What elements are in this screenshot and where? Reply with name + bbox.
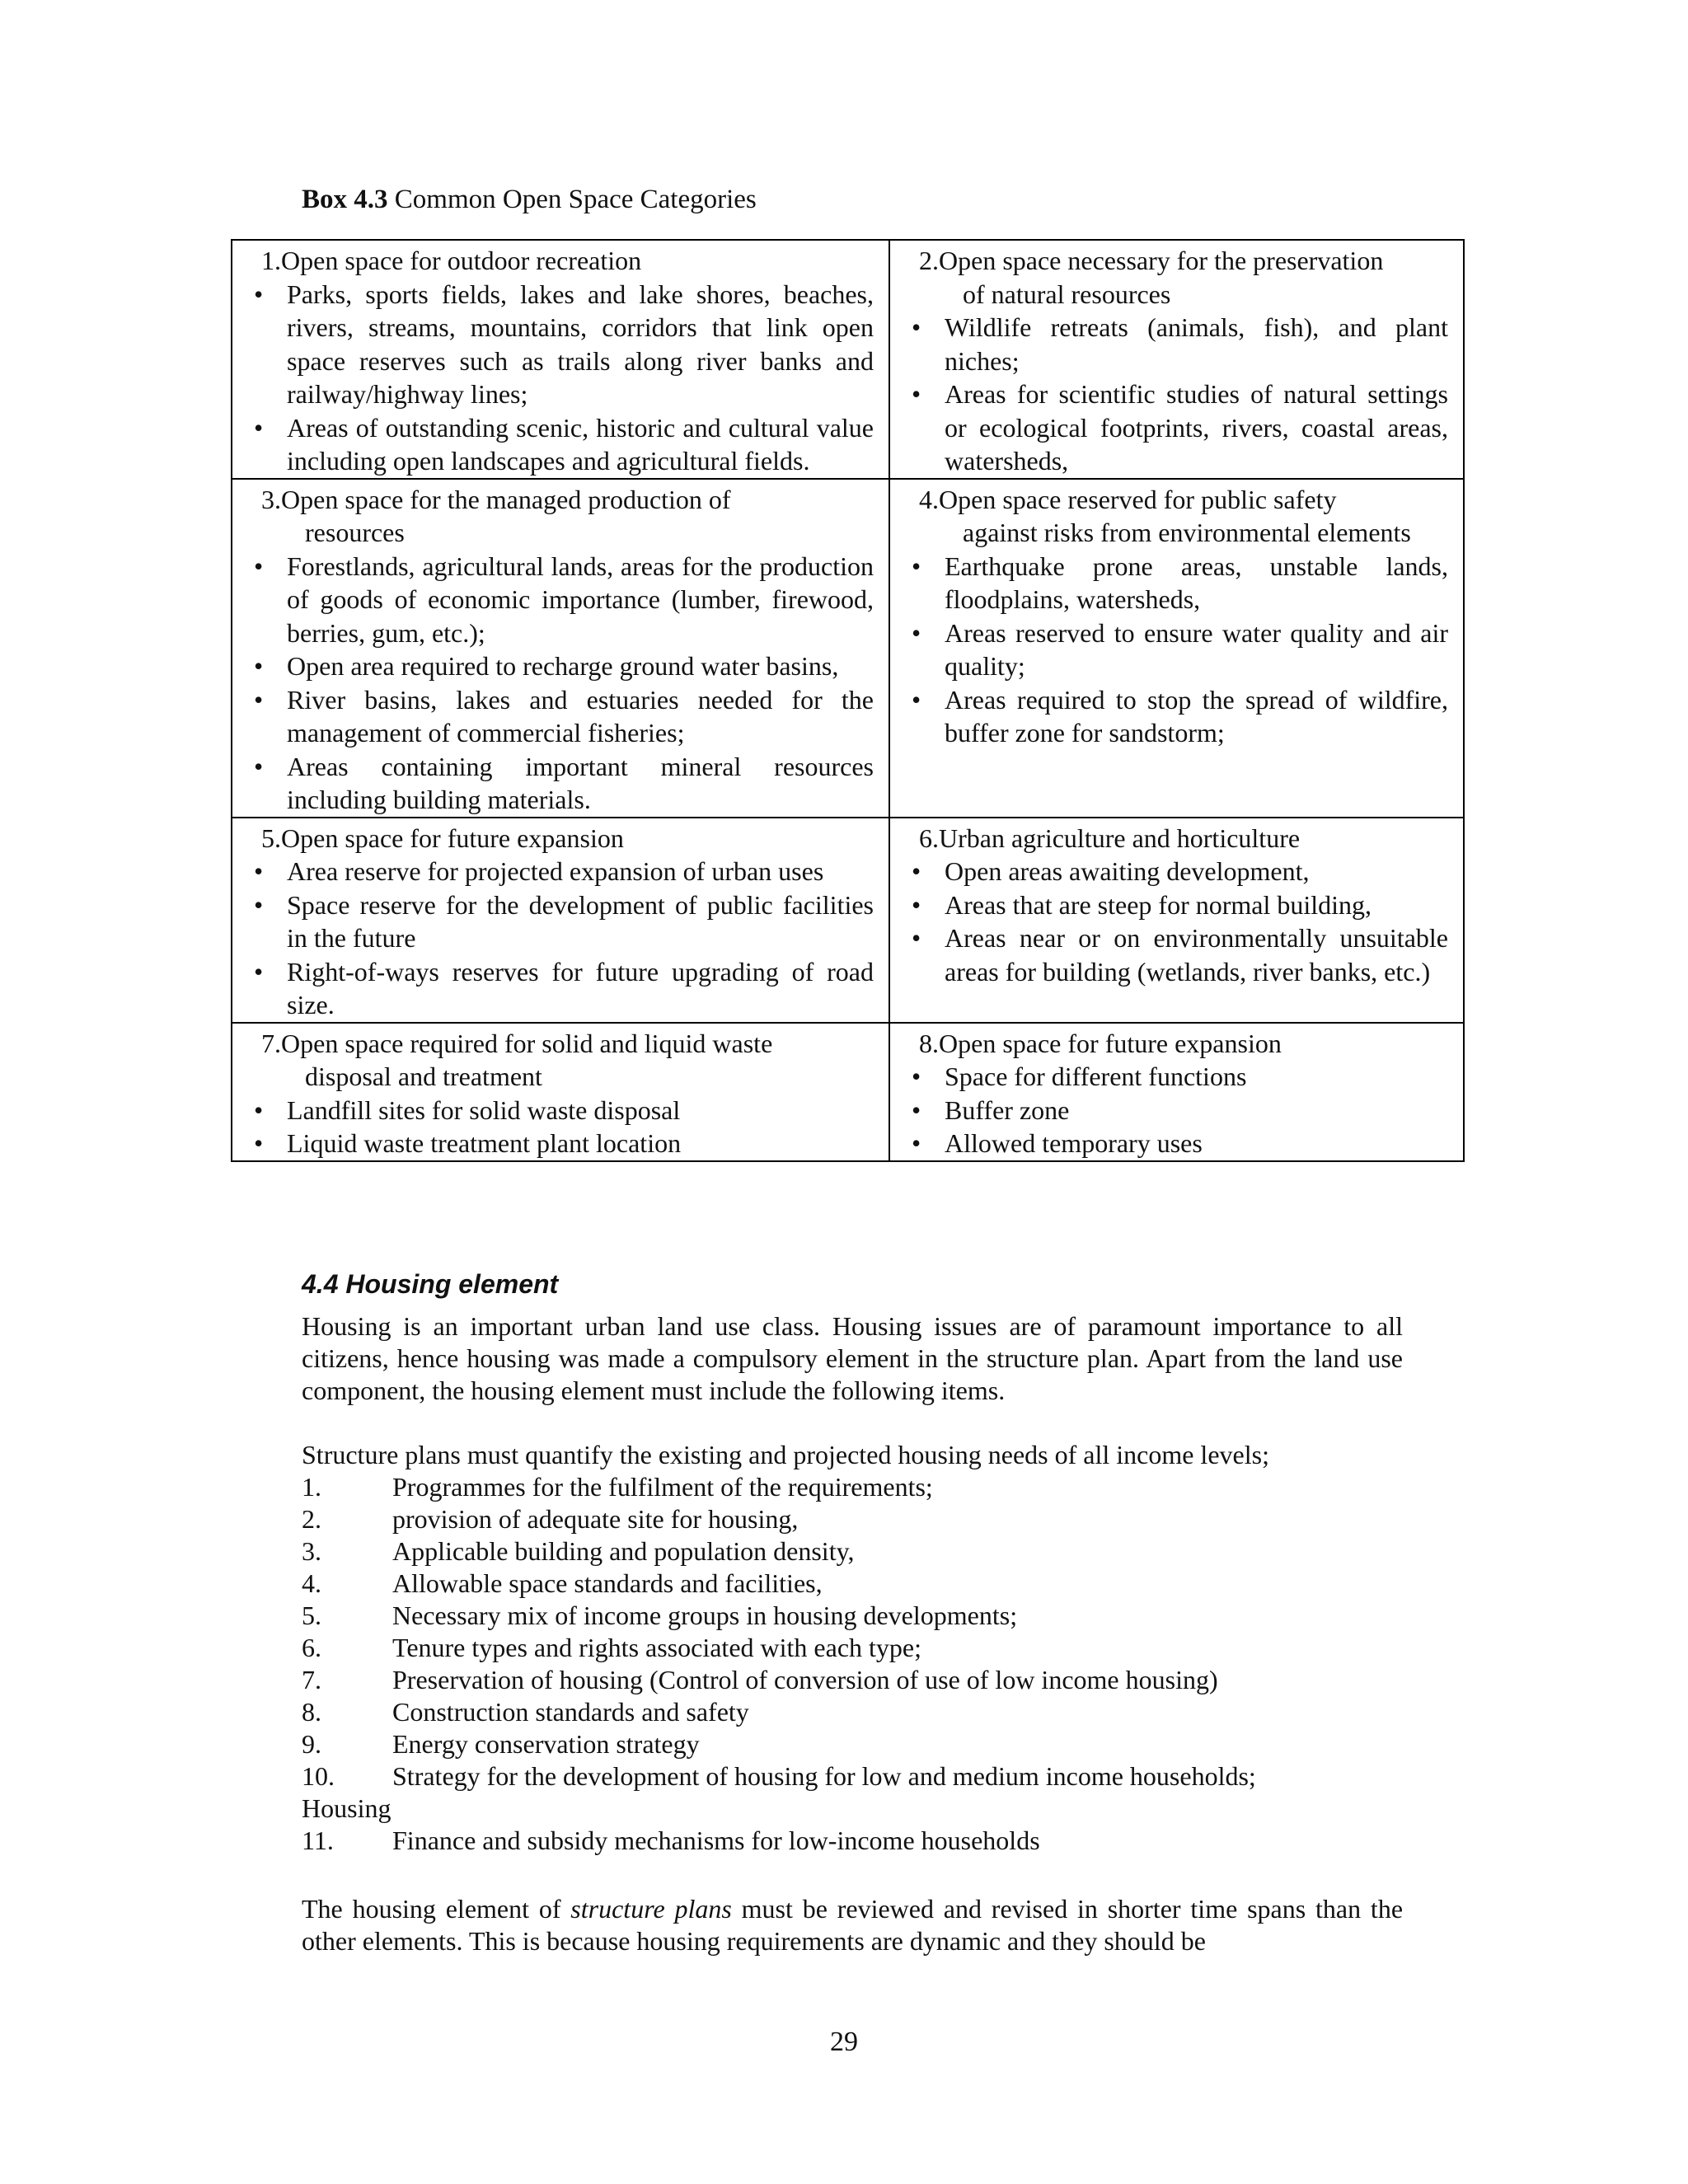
list-item-number: 10.: [302, 1761, 335, 1791]
category-number: 3.: [261, 484, 281, 514]
category-bullet-list: [905, 1060, 1448, 1160]
category-heading: [905, 483, 1448, 550]
category-title-continued: disposal and treatment: [305, 1062, 542, 1091]
list-item-text: Applicable building and population density,: [392, 1536, 855, 1566]
category-title: Open space for future expansion: [281, 823, 624, 853]
category-title: Open space necessary for the preservation: [939, 246, 1384, 275]
list-item: • River basins, lakes and estuaries needed for the management of commercial fisheries;: [247, 683, 874, 750]
list-item: • Forestlands, agricultural lands, areas for the production of goods of economic importance (lumber, firewood, berries, gum, etc.);: [247, 550, 874, 650]
list-item: • Areas required to stop the spread of wildfire, buffer zone for sandstorm;: [905, 683, 1448, 750]
list-item: • Areas of outstanding scenic, historic and cultural value including open landscapes and agricultural fields.: [247, 411, 874, 478]
category-heading: [247, 483, 874, 550]
category-cell: [889, 240, 1464, 479]
list-item-number: 3.: [302, 1536, 321, 1566]
list-item: • Areas for scientific studies of natural settings or ecological footprints, rivers, coastal areas, watersheds,: [905, 377, 1448, 478]
list-item: [302, 1503, 1403, 1535]
category-title-wrap: [939, 244, 1448, 311]
category-number: 8.: [919, 1028, 939, 1058]
list-item-text: Allowable space standards and facilities,: [392, 1568, 823, 1598]
list-item-wrap-text: Housing: [302, 1793, 392, 1823]
list-item: • Earthquake prone areas, unstable lands, floodplains, watersheds,: [905, 550, 1448, 616]
list-item: • Open area required to recharge ground water basins,: [247, 649, 874, 683]
list-item-text: Tenure types and rights associated with each type;: [392, 1633, 921, 1662]
category-heading: [905, 1027, 1448, 1061]
open-space-categories-table: [231, 239, 1465, 1162]
category-bullet-list: [905, 311, 1448, 478]
category-number: 5.: [261, 823, 281, 853]
housing-requirements-list: [302, 1471, 1403, 1857]
list-item: [302, 1632, 1403, 1664]
list-item-text: Finance and subsidy mechanisms for low-income households: [392, 1825, 1040, 1855]
category-heading: [905, 822, 1448, 855]
category-title: Open space reserved for public safety: [939, 484, 1337, 514]
list-item-text: Programmes for the fulfilment of the requirements;: [392, 1472, 933, 1502]
list-item: [302, 1568, 1403, 1600]
category-title: Open space for future expansion: [939, 1028, 1282, 1058]
list-item-number: 7.: [302, 1665, 321, 1694]
box-caption: [302, 183, 757, 216]
category-title: Open space for the managed production of: [281, 484, 731, 514]
list-item: • Areas that are steep for normal building,: [905, 888, 1448, 922]
category-bullet-list: [905, 550, 1448, 750]
category-title-wrap: [281, 1027, 874, 1094]
category-heading: [247, 1027, 874, 1094]
category-cell: [889, 818, 1464, 1023]
category-heading: [905, 244, 1448, 311]
category-cell: [889, 1023, 1464, 1161]
list-item: • Buffer zone: [905, 1094, 1448, 1127]
category-title-wrap: [939, 483, 1448, 550]
category-cell: [232, 479, 889, 818]
list-item-number: 1.: [302, 1472, 321, 1502]
category-bullet-list: [247, 550, 874, 817]
category-title: Open space for outdoor recreation: [281, 246, 642, 275]
category-title-wrap: [939, 1027, 1448, 1061]
list-item: [302, 1664, 1403, 1696]
table-row: [232, 818, 1464, 1023]
list-item: [302, 1760, 1403, 1793]
para3-text-end: must be reviewed and revised in shorter time spans than the other elements. This is because housing requirements are dynamic and they should be: [302, 1894, 1404, 1956]
list-item: • Parks, sports fields, lakes and lake shores, beaches, rivers, streams, mountains, corridors that link open space reserves such as trails along river banks and railway/highway lines;: [247, 278, 874, 411]
list-item-text: Construction standards and safety: [392, 1697, 749, 1727]
box-label: Box 4.3: [302, 185, 388, 214]
list-item: • Allowed temporary uses: [905, 1127, 1448, 1160]
list-item: • Areas reserved to ensure water quality and air quality;: [905, 616, 1448, 683]
category-cell: [889, 479, 1464, 818]
category-number: 6.: [919, 823, 939, 853]
housing-paragraph-2: Structure plans must quantify the existing and projected housing needs of all income levels;: [302, 1440, 1269, 1469]
list-item: • Space reserve for the development of public facilities in the future: [247, 888, 874, 955]
list-item-number: 11.: [302, 1825, 334, 1855]
housing-paragraph-1: Housing is an important urban land use class. Housing issues are of paramount importance to all citizens, hence housing was made a compulsory element in the structure plan. Apart from the land use component, the housing element must include the following items.: [302, 1311, 1403, 1405]
section-heading: 4.4 Housing element: [302, 1269, 559, 1299]
table-row: [232, 1023, 1464, 1161]
category-number: 1.: [261, 246, 281, 275]
category-bullet-list: [247, 855, 874, 1022]
list-item: • Area reserve for projected expansion of urban uses: [247, 855, 874, 888]
list-item: [302, 1696, 1403, 1728]
list-item: [302, 1471, 1403, 1503]
category-title-continued: of natural resources: [963, 279, 1171, 309]
list-item-number: 8.: [302, 1697, 321, 1727]
table-row: [232, 479, 1464, 818]
list-item: [302, 1728, 1403, 1760]
list-item: [302, 1535, 1403, 1568]
category-title: Open space required for solid and liquid waste: [281, 1028, 773, 1058]
list-item-text: Preservation of housing (Control of conversion of use of low income housing): [392, 1665, 1218, 1694]
list-item-number: 9.: [302, 1729, 321, 1759]
category-heading: [247, 244, 874, 278]
page-number: 29: [830, 2027, 858, 2057]
category-bullet-list: [247, 1094, 874, 1160]
category-cell: [232, 240, 889, 479]
category-title-wrap: [281, 483, 874, 550]
category-cell: [232, 1023, 889, 1161]
category-bullet-list: [905, 855, 1448, 988]
list-item: • Liquid waste treatment plant location: [247, 1127, 874, 1160]
table-row: [232, 240, 1464, 479]
category-number: 2.: [919, 246, 939, 275]
para3-text-start: The housing element of: [302, 1894, 571, 1924]
category-bullet-list: [247, 278, 874, 478]
category-title: Urban agriculture and horticulture: [939, 823, 1301, 853]
housing-paragraph-3: [302, 1893, 1403, 1957]
box-title: Common Open Space Categories: [394, 185, 757, 214]
list-item-number: 4.: [302, 1568, 321, 1598]
list-item-wrap: [302, 1793, 1403, 1825]
list-item-text: provision of adequate site for housing,: [392, 1504, 799, 1534]
category-title-continued: resources: [305, 518, 405, 547]
category-heading: [247, 822, 874, 855]
list-item: • Space for different functions: [905, 1060, 1448, 1094]
list-item-number: 2.: [302, 1504, 321, 1534]
list-item: • Right-of-ways reserves for future upgrading of road size.: [247, 955, 874, 1022]
list-item-text: Energy conservation strategy: [392, 1729, 700, 1759]
list-item: • Wildlife retreats (animals, fish), and plant niches;: [905, 311, 1448, 377]
category-number: 7.: [261, 1028, 281, 1058]
list-item: • Areas near or on environmentally unsuitable areas for building (wetlands, river banks, etc.): [905, 921, 1448, 988]
list-item: • Landfill sites for solid waste disposal: [247, 1094, 874, 1127]
category-title-wrap: [939, 822, 1448, 855]
category-title-wrap: [281, 822, 874, 855]
list-item-text: Strategy for the development of housing for low and medium income households;: [392, 1761, 1256, 1791]
list-item: [302, 1600, 1403, 1632]
category-title-continued: against risks from environmental elements: [963, 518, 1411, 547]
list-item: • Areas containing important mineral resources including building materials.: [247, 750, 874, 817]
list-item-number: 5.: [302, 1601, 321, 1630]
list-item-number: 6.: [302, 1633, 321, 1662]
list-item: [302, 1825, 1403, 1857]
category-cell: [232, 818, 889, 1023]
category-number: 4.: [919, 484, 939, 514]
para3-italic-term: structure plans: [570, 1894, 732, 1924]
category-title-wrap: [281, 244, 874, 278]
list-item-text: Necessary mix of income groups in housing developments;: [392, 1601, 1018, 1630]
list-item: • Open areas awaiting development,: [905, 855, 1448, 888]
